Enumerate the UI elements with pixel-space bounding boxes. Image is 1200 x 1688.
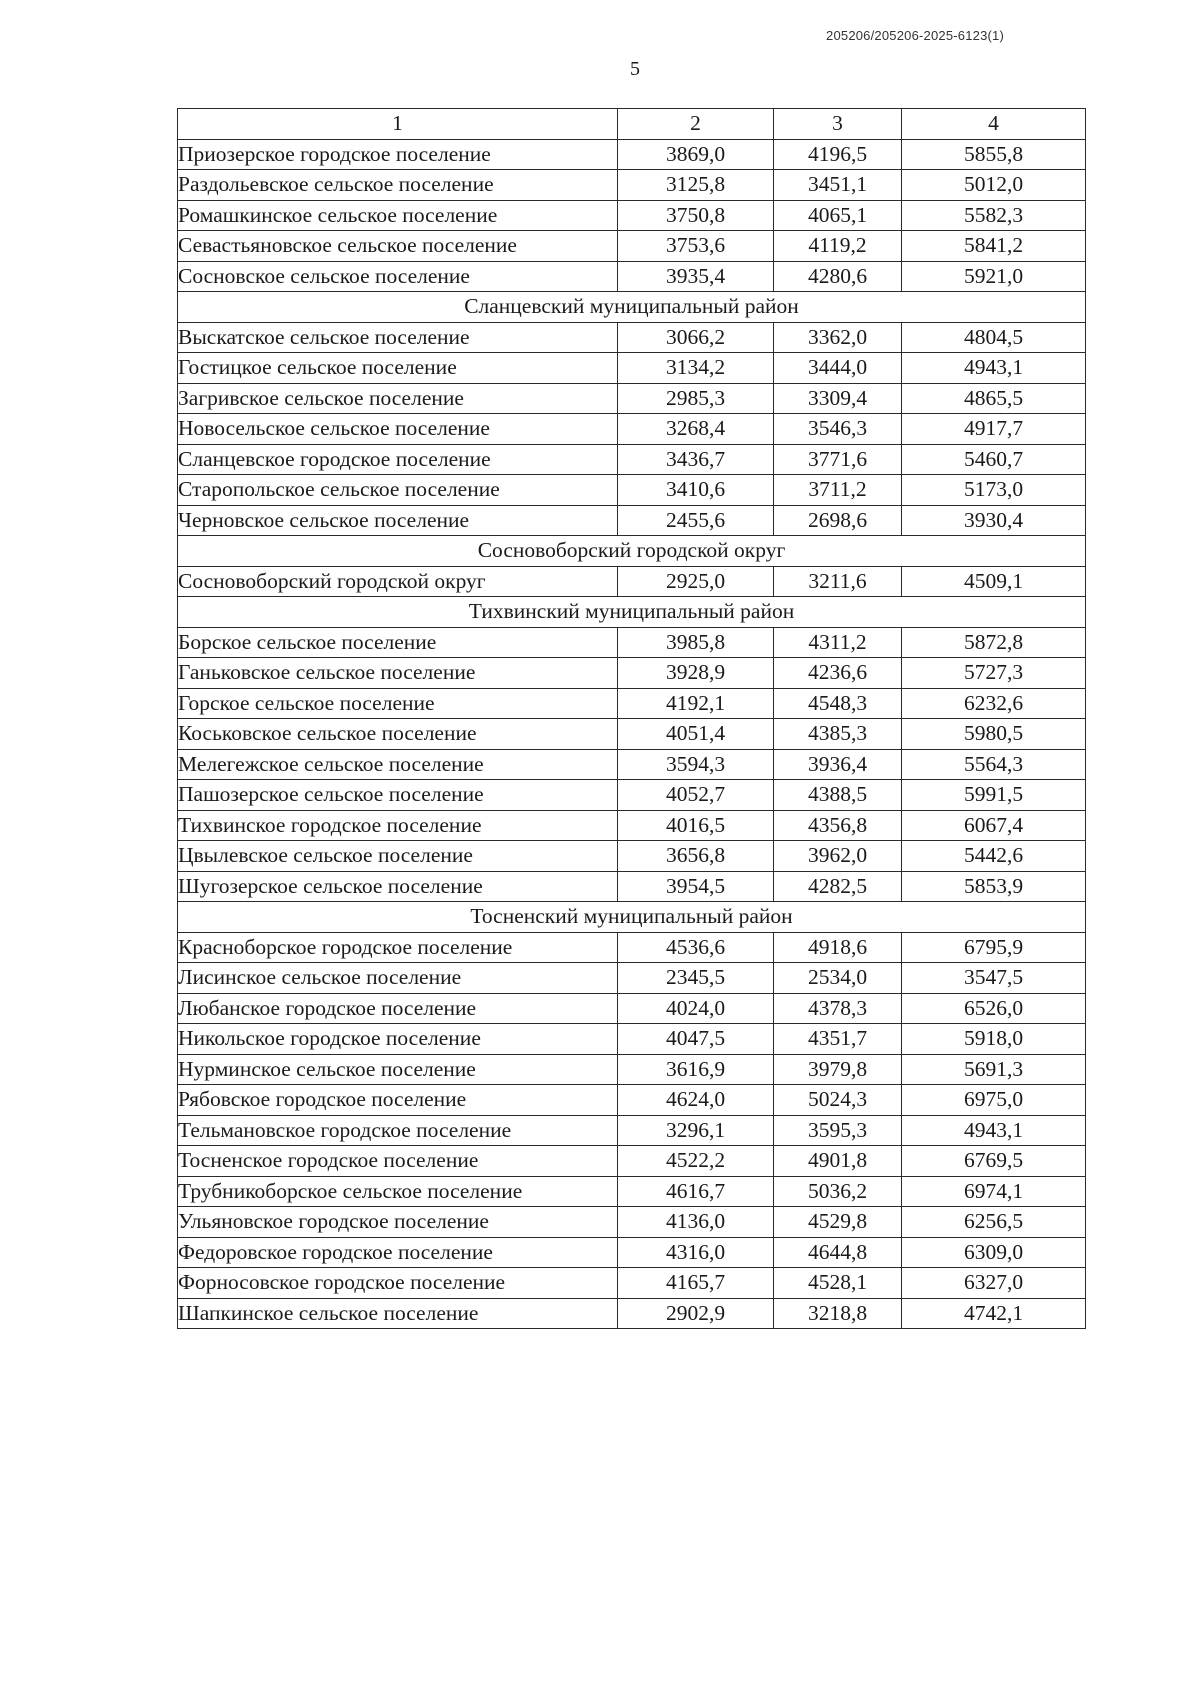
value-col-2: 2925,0 bbox=[618, 566, 774, 597]
table-row bbox=[178, 261, 1086, 292]
value-col-3: 4280,6 bbox=[774, 261, 902, 292]
value-col-4: 6232,6 bbox=[902, 688, 1086, 719]
settlement-name: Загривское сельское поселение bbox=[178, 383, 618, 414]
settlement-name: Сосновское сельское поселение bbox=[178, 261, 618, 292]
value-col-4: 6327,0 bbox=[902, 1268, 1086, 1299]
table-row bbox=[178, 444, 1086, 475]
value-col-3: 5024,3 bbox=[774, 1085, 902, 1116]
value-col-2: 2345,5 bbox=[618, 963, 774, 994]
settlement-name: Черновское сельское поселение bbox=[178, 505, 618, 536]
value-col-3: 4282,5 bbox=[774, 871, 902, 902]
table-row bbox=[178, 810, 1086, 841]
value-col-4: 6256,5 bbox=[902, 1207, 1086, 1238]
value-col-3: 5036,2 bbox=[774, 1176, 902, 1207]
settlement-name: Сосновоборский городской округ bbox=[178, 566, 618, 597]
value-col-3: 4119,2 bbox=[774, 231, 902, 262]
table-row bbox=[178, 353, 1086, 384]
value-col-2: 3935,4 bbox=[618, 261, 774, 292]
value-col-4: 5872,8 bbox=[902, 627, 1086, 658]
table-row bbox=[178, 841, 1086, 872]
value-col-2: 3296,1 bbox=[618, 1115, 774, 1146]
value-col-4: 3930,4 bbox=[902, 505, 1086, 536]
value-col-3: 4918,6 bbox=[774, 932, 902, 963]
value-col-4: 6067,4 bbox=[902, 810, 1086, 841]
value-col-2: 4136,0 bbox=[618, 1207, 774, 1238]
value-col-3: 3962,0 bbox=[774, 841, 902, 872]
table-row bbox=[178, 1176, 1086, 1207]
value-col-3: 3211,6 bbox=[774, 566, 902, 597]
value-col-4: 5855,8 bbox=[902, 139, 1086, 170]
value-col-2: 2455,6 bbox=[618, 505, 774, 536]
value-col-3: 3711,2 bbox=[774, 475, 902, 506]
table-row bbox=[178, 1237, 1086, 1268]
value-col-2: 4047,5 bbox=[618, 1024, 774, 1055]
settlement-name: Борское сельское поселение bbox=[178, 627, 618, 658]
table-row bbox=[178, 322, 1086, 353]
settlement-name: Тихвинское городское поселение bbox=[178, 810, 618, 841]
value-col-2: 4536,6 bbox=[618, 932, 774, 963]
table-row bbox=[178, 627, 1086, 658]
value-col-2: 3268,4 bbox=[618, 414, 774, 445]
section-row bbox=[178, 536, 1086, 567]
section-title: Сосновоборский городской округ bbox=[178, 536, 1086, 567]
value-col-3: 3451,1 bbox=[774, 170, 902, 201]
table-row bbox=[178, 200, 1086, 231]
table-row bbox=[178, 505, 1086, 536]
value-col-4: 4917,7 bbox=[902, 414, 1086, 445]
value-col-3: 4644,8 bbox=[774, 1237, 902, 1268]
table-row bbox=[178, 139, 1086, 170]
value-col-3: 4356,8 bbox=[774, 810, 902, 841]
header-col-1: 1 bbox=[178, 109, 618, 140]
table-row bbox=[178, 871, 1086, 902]
header-col-4: 4 bbox=[902, 109, 1086, 140]
value-col-4: 6974,1 bbox=[902, 1176, 1086, 1207]
value-col-4: 5460,7 bbox=[902, 444, 1086, 475]
value-col-4: 5727,3 bbox=[902, 658, 1086, 689]
value-col-2: 3656,8 bbox=[618, 841, 774, 872]
value-col-3: 3546,3 bbox=[774, 414, 902, 445]
table-body bbox=[178, 109, 1086, 1329]
table-row bbox=[178, 170, 1086, 201]
table-row bbox=[178, 932, 1086, 963]
value-col-2: 3869,0 bbox=[618, 139, 774, 170]
value-col-4: 4509,1 bbox=[902, 566, 1086, 597]
table-row bbox=[178, 688, 1086, 719]
value-col-2: 4316,0 bbox=[618, 1237, 774, 1268]
value-col-2: 4522,2 bbox=[618, 1146, 774, 1177]
settlement-name: Тосненское городское поселение bbox=[178, 1146, 618, 1177]
value-col-3: 4529,8 bbox=[774, 1207, 902, 1238]
value-col-3: 4196,5 bbox=[774, 139, 902, 170]
section-row bbox=[178, 292, 1086, 323]
value-col-2: 4052,7 bbox=[618, 780, 774, 811]
table-row bbox=[178, 566, 1086, 597]
value-col-4: 3547,5 bbox=[902, 963, 1086, 994]
table-row bbox=[178, 1298, 1086, 1329]
value-col-3: 3771,6 bbox=[774, 444, 902, 475]
value-col-4: 5564,3 bbox=[902, 749, 1086, 780]
settlement-name: Новосельское сельское поселение bbox=[178, 414, 618, 445]
section-row bbox=[178, 902, 1086, 933]
table-row bbox=[178, 475, 1086, 506]
section-row bbox=[178, 597, 1086, 628]
value-col-2: 2985,3 bbox=[618, 383, 774, 414]
value-col-3: 3979,8 bbox=[774, 1054, 902, 1085]
value-col-2: 4051,4 bbox=[618, 719, 774, 750]
settlement-name: Ромашкинское сельское поселение bbox=[178, 200, 618, 231]
value-col-4: 4742,1 bbox=[902, 1298, 1086, 1329]
settlement-name: Любанское городское поселение bbox=[178, 993, 618, 1024]
settlement-name: Выскатское сельское поселение bbox=[178, 322, 618, 353]
data-table bbox=[177, 108, 1086, 1329]
value-col-3: 3444,0 bbox=[774, 353, 902, 384]
settlement-name: Шапкинское сельское поселение bbox=[178, 1298, 618, 1329]
value-col-4: 5012,0 bbox=[902, 170, 1086, 201]
section-title: Тосненский муниципальный район bbox=[178, 902, 1086, 933]
value-col-3: 4311,2 bbox=[774, 627, 902, 658]
table-row bbox=[178, 1024, 1086, 1055]
settlement-name: Цвылевское сельское поселение bbox=[178, 841, 618, 872]
value-col-4: 4804,5 bbox=[902, 322, 1086, 353]
value-col-2: 3750,8 bbox=[618, 200, 774, 231]
settlement-name: Рябовское городское поселение bbox=[178, 1085, 618, 1116]
table-row bbox=[178, 1146, 1086, 1177]
value-col-3: 4385,3 bbox=[774, 719, 902, 750]
settlement-name: Форносовское городское поселение bbox=[178, 1268, 618, 1299]
settlement-name: Нурминское сельское поселение bbox=[178, 1054, 618, 1085]
settlement-name: Шугозерское сельское поселение bbox=[178, 871, 618, 902]
settlement-name: Гостицкое сельское поселение bbox=[178, 353, 618, 384]
value-col-4: 6975,0 bbox=[902, 1085, 1086, 1116]
table-row bbox=[178, 749, 1086, 780]
value-col-2: 4024,0 bbox=[618, 993, 774, 1024]
section-title: Сланцевский муниципальный район bbox=[178, 292, 1086, 323]
value-col-2: 3410,6 bbox=[618, 475, 774, 506]
settlement-name: Ганьковское сельское поселение bbox=[178, 658, 618, 689]
value-col-2: 3954,5 bbox=[618, 871, 774, 902]
table-row bbox=[178, 1207, 1086, 1238]
value-col-3: 4528,1 bbox=[774, 1268, 902, 1299]
value-col-3: 4388,5 bbox=[774, 780, 902, 811]
header-col-2: 2 bbox=[618, 109, 774, 140]
value-col-2: 3594,3 bbox=[618, 749, 774, 780]
table-row bbox=[178, 1054, 1086, 1085]
value-col-2: 3066,2 bbox=[618, 322, 774, 353]
value-col-2: 4624,0 bbox=[618, 1085, 774, 1116]
value-col-4: 6769,5 bbox=[902, 1146, 1086, 1177]
value-col-4: 5691,3 bbox=[902, 1054, 1086, 1085]
settlement-name: Мелегежское сельское поселение bbox=[178, 749, 618, 780]
table-row bbox=[178, 658, 1086, 689]
value-col-4: 4943,1 bbox=[902, 1115, 1086, 1146]
value-col-2: 4192,1 bbox=[618, 688, 774, 719]
value-col-2: 3928,9 bbox=[618, 658, 774, 689]
value-col-3: 4065,1 bbox=[774, 200, 902, 231]
settlement-name: Никольское городское поселение bbox=[178, 1024, 618, 1055]
value-col-2: 3134,2 bbox=[618, 353, 774, 384]
settlement-name: Приозерское городское поселение bbox=[178, 139, 618, 170]
value-col-2: 4165,7 bbox=[618, 1268, 774, 1299]
value-col-3: 2534,0 bbox=[774, 963, 902, 994]
header-row bbox=[178, 109, 1086, 140]
table-row bbox=[178, 1085, 1086, 1116]
table-row bbox=[178, 780, 1086, 811]
value-col-4: 6795,9 bbox=[902, 932, 1086, 963]
section-title: Тихвинский муниципальный район bbox=[178, 597, 1086, 628]
settlement-name: Красноборское городское поселение bbox=[178, 932, 618, 963]
value-col-4: 5841,2 bbox=[902, 231, 1086, 262]
settlement-name: Трубникоборское сельское поселение bbox=[178, 1176, 618, 1207]
value-col-4: 5980,5 bbox=[902, 719, 1086, 750]
table-row bbox=[178, 1268, 1086, 1299]
table-row bbox=[178, 414, 1086, 445]
value-col-4: 4943,1 bbox=[902, 353, 1086, 384]
settlement-name: Раздольевское сельское поселение bbox=[178, 170, 618, 201]
value-col-4: 5991,5 bbox=[902, 780, 1086, 811]
value-col-3: 2698,6 bbox=[774, 505, 902, 536]
table-row bbox=[178, 993, 1086, 1024]
value-col-4: 4865,5 bbox=[902, 383, 1086, 414]
value-col-3: 4351,7 bbox=[774, 1024, 902, 1055]
page-number: 5 bbox=[630, 58, 640, 80]
settlement-name: Севастьяновское сельское поселение bbox=[178, 231, 618, 262]
value-col-4: 5918,0 bbox=[902, 1024, 1086, 1055]
header-col-3: 3 bbox=[774, 109, 902, 140]
value-col-4: 6309,0 bbox=[902, 1237, 1086, 1268]
settlement-name: Лисинское сельское поселение bbox=[178, 963, 618, 994]
value-col-2: 3125,8 bbox=[618, 170, 774, 201]
table-row bbox=[178, 963, 1086, 994]
value-col-4: 5173,0 bbox=[902, 475, 1086, 506]
settlement-name: Пашозерское сельское поселение bbox=[178, 780, 618, 811]
value-col-3: 4901,8 bbox=[774, 1146, 902, 1177]
value-col-2: 3436,7 bbox=[618, 444, 774, 475]
settlement-name: Старопольское сельское поселение bbox=[178, 475, 618, 506]
settlement-name: Тельмановское городское поселение bbox=[178, 1115, 618, 1146]
value-col-4: 5921,0 bbox=[902, 261, 1086, 292]
value-col-4: 6526,0 bbox=[902, 993, 1086, 1024]
settlement-name: Горское сельское поселение bbox=[178, 688, 618, 719]
value-col-3: 3309,4 bbox=[774, 383, 902, 414]
value-col-3: 3595,3 bbox=[774, 1115, 902, 1146]
settlement-name: Коськовское сельское поселение bbox=[178, 719, 618, 750]
value-col-3: 4548,3 bbox=[774, 688, 902, 719]
value-col-2: 4016,5 bbox=[618, 810, 774, 841]
value-col-2: 3616,9 bbox=[618, 1054, 774, 1085]
value-col-2: 3985,8 bbox=[618, 627, 774, 658]
document-id: 205206/205206-2025-6123(1) bbox=[826, 28, 1004, 43]
value-col-3: 4236,6 bbox=[774, 658, 902, 689]
value-col-4: 5853,9 bbox=[902, 871, 1086, 902]
table-row bbox=[178, 1115, 1086, 1146]
value-col-4: 5582,3 bbox=[902, 200, 1086, 231]
value-col-4: 5442,6 bbox=[902, 841, 1086, 872]
table-row bbox=[178, 231, 1086, 262]
value-col-2: 4616,7 bbox=[618, 1176, 774, 1207]
value-col-2: 2902,9 bbox=[618, 1298, 774, 1329]
value-col-2: 3753,6 bbox=[618, 231, 774, 262]
value-col-3: 4378,3 bbox=[774, 993, 902, 1024]
value-col-3: 3936,4 bbox=[774, 749, 902, 780]
table-row bbox=[178, 719, 1086, 750]
settlement-name: Сланцевское городское поселение bbox=[178, 444, 618, 475]
table-row bbox=[178, 383, 1086, 414]
settlement-name: Федоровское городское поселение bbox=[178, 1237, 618, 1268]
value-col-3: 3362,0 bbox=[774, 322, 902, 353]
settlement-name: Ульяновское городское поселение bbox=[178, 1207, 618, 1238]
value-col-3: 3218,8 bbox=[774, 1298, 902, 1329]
